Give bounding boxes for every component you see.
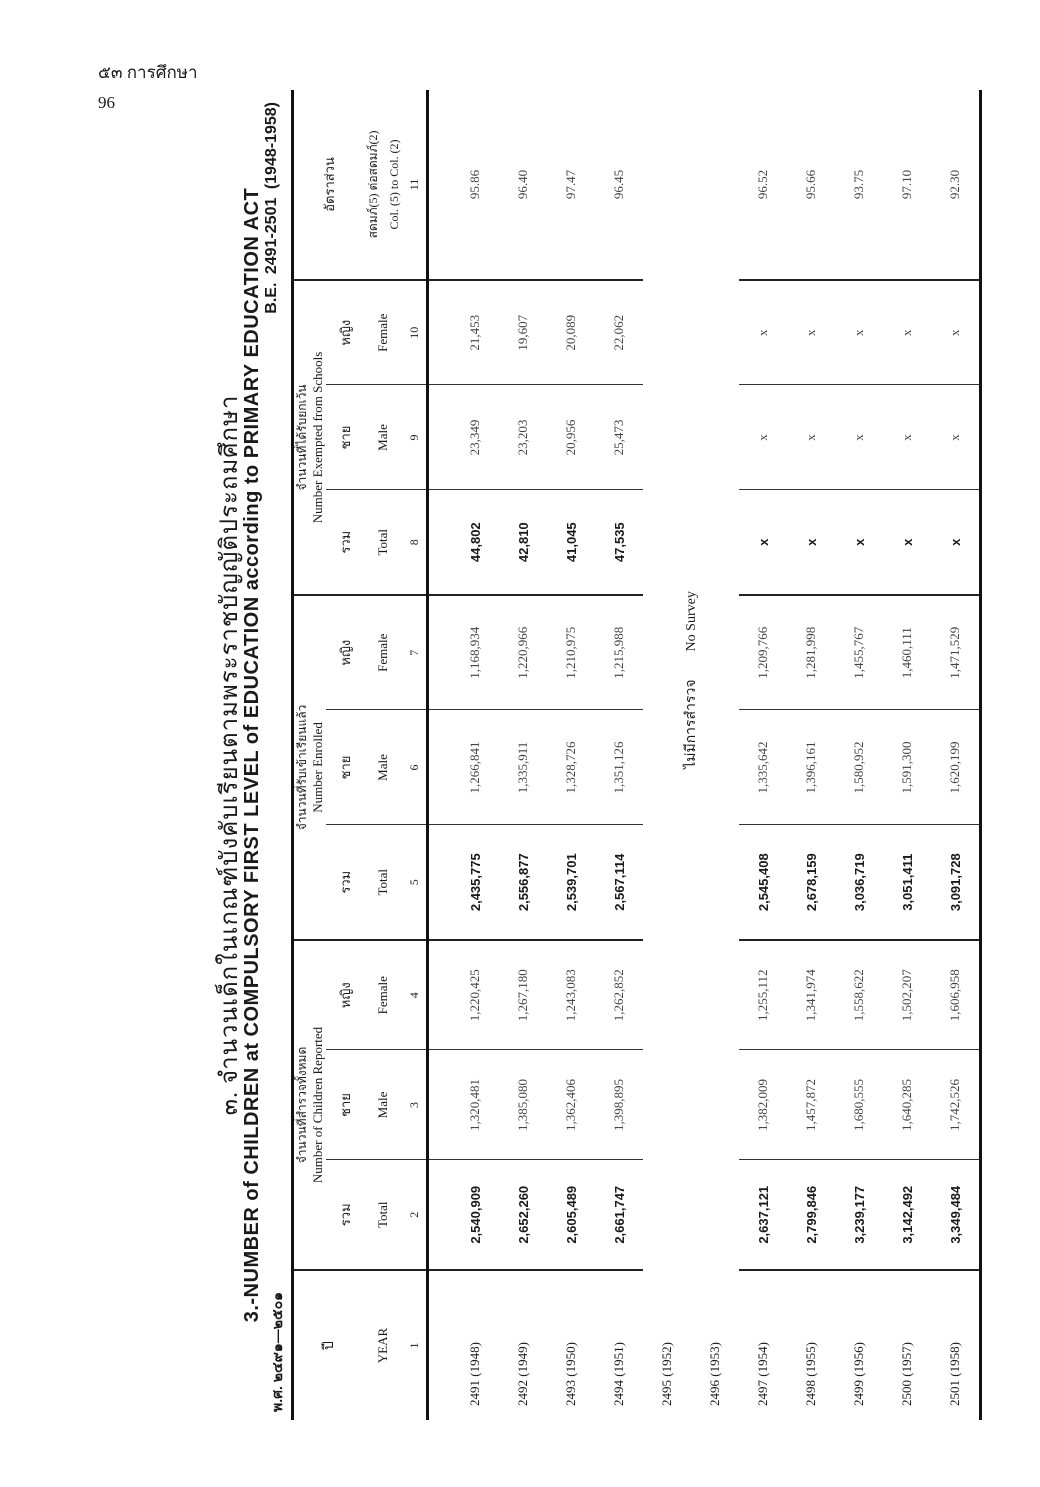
exe-female-cell: x xyxy=(931,280,981,385)
enr-female-cell: 1,210,975 xyxy=(547,595,595,710)
rep-total-cell: 2,661,747 xyxy=(595,1160,643,1270)
rep-female-cell: 1,558,622 xyxy=(835,940,883,1050)
exe-male-en: Male xyxy=(364,385,402,490)
rep-male-th: ชาย xyxy=(326,1050,364,1160)
enr-male-cell: 1,580,952 xyxy=(835,710,883,825)
table-row xyxy=(883,90,931,1420)
period-thai: พ.ศ. ๒๔๙๑—๒๕๐๑ xyxy=(269,1291,285,1412)
exe-total-cell: x xyxy=(931,490,981,595)
year-cell: 2495 (1952) xyxy=(659,1342,674,1406)
year-cell: 2496 (1953) xyxy=(707,1342,722,1406)
year-header-thai: ปี xyxy=(322,1341,337,1350)
ratio-cell: 97.47 xyxy=(547,90,595,280)
enr-female-cell: 1,471,529 xyxy=(931,595,981,710)
ratio-cell: 96.52 xyxy=(739,90,787,280)
col-number: 5 xyxy=(402,825,428,940)
exe-male-cell: 23,349 xyxy=(451,385,499,490)
table-row xyxy=(547,90,595,1420)
spacer-row xyxy=(428,90,452,1420)
exe-total-cell: x xyxy=(883,490,931,595)
year-cell: 2501 (1958) xyxy=(931,1270,981,1420)
year-cell: 2499 (1956) xyxy=(851,1342,866,1406)
col-number: 11 xyxy=(402,90,428,280)
rep-total-en: Total xyxy=(364,1160,402,1270)
title-thai: ๓. จำนวนเด็กในเกณฑ์บังคับเรียนตามพระราชบัญญัติประถมศึกษา xyxy=(217,394,243,1116)
enr-female-cell: 1,455,767 xyxy=(835,595,883,710)
exe-total-cell: x xyxy=(739,490,787,595)
enr-female-cell: 1,220,966 xyxy=(499,595,547,710)
rep-male-cell: 1,382,009 xyxy=(739,1050,787,1160)
enr-male-th: ชาย xyxy=(326,710,364,825)
col-number: 9 xyxy=(402,385,428,490)
enrolled-group-header xyxy=(293,595,327,940)
ratio-subheader-thai: สดมภ์(5) ต่อสดมภ์(2) xyxy=(366,130,380,239)
exe-total-en: Total xyxy=(364,490,402,595)
rep-total-cell: 3,239,177 xyxy=(835,1160,883,1270)
ratio-header xyxy=(293,90,365,280)
reported-header-thai: จำนวนที่สำรวจทั้งหมด xyxy=(295,1046,309,1164)
rep-female-cell: 1,606,958 xyxy=(931,940,981,1050)
exe-total-cell: x xyxy=(787,490,835,595)
year-cell: 2497 (1954) xyxy=(755,1342,770,1406)
table-row xyxy=(835,90,883,1420)
exe-total-th: รวม xyxy=(326,490,364,595)
rep-total-cell: 2,540,909 xyxy=(451,1160,499,1270)
ratio-cell: 95.86 xyxy=(451,90,499,280)
enr-total-cell: 3,051,411 xyxy=(883,825,931,940)
exempted-group-header xyxy=(293,280,327,595)
col-number: 1 xyxy=(402,1270,428,1420)
enrolled-header-thai: จำนวนที่รับเข้าเรียนแล้ว xyxy=(295,704,309,831)
enr-male-cell: 1,591,300 xyxy=(883,710,931,825)
col-number: 8 xyxy=(402,490,428,595)
title-english: 3.-NUMBER of CHILDREN at COMPULSORY FIRST LEVEL of EDUCATION according to PRIMARY EDUCATION ACT xyxy=(241,187,263,1323)
enr-total-cell: 3,036,719 xyxy=(835,825,883,940)
rep-male-cell: 1,320,481 xyxy=(451,1050,499,1160)
enr-female-cell: 1,215,988 xyxy=(595,595,643,710)
rep-male-cell: 1,680,555 xyxy=(835,1050,883,1160)
enr-total-cell: 2,539,701 xyxy=(547,825,595,940)
rep-female-cell: 1,262,852 xyxy=(595,940,643,1050)
exe-female-cell: x xyxy=(787,280,835,385)
ratio-subheader-english: Col. (5) to Col. (2) xyxy=(387,139,401,230)
enr-female-en: Female xyxy=(364,595,402,710)
rep-male-cell: 1,362,406 xyxy=(547,1050,595,1160)
exe-female-cell: 22,062 xyxy=(595,280,643,385)
no-survey-note xyxy=(643,90,739,1270)
col-number: 4 xyxy=(402,940,428,1050)
enr-total-cell: 2,545,408 xyxy=(739,825,787,940)
table-body xyxy=(428,90,981,1420)
enr-total-cell: 2,567,114 xyxy=(595,825,643,940)
ratio-cell: 97.10 xyxy=(883,90,931,280)
exe-total-cell: 47,535 xyxy=(595,490,643,595)
enr-male-cell: 1,335,911 xyxy=(499,710,547,825)
period-english: B.E. 2491-2501 (1948-1958) xyxy=(263,102,280,314)
enr-male-cell: 1,335,642 xyxy=(739,710,787,825)
rep-total-cell: 3,349,484 xyxy=(931,1160,981,1270)
exe-male-cell: 20,956 xyxy=(547,385,595,490)
exe-male-cell: 23,203 xyxy=(499,385,547,490)
reported-header-english: Number of Children Reported xyxy=(310,1026,325,1184)
enr-female-th: หญิง xyxy=(326,595,364,710)
page-number: 96 xyxy=(98,93,115,112)
exempted-header-english: Number Exempted from Schools xyxy=(310,351,325,524)
year-cell: 2500 (1957) xyxy=(899,1342,914,1406)
ratio-cell: 92.30 xyxy=(931,90,981,280)
exe-female-cell: x xyxy=(835,280,883,385)
year-header-english: YEAR xyxy=(375,1327,390,1364)
exe-male-cell: 25,473 xyxy=(595,385,643,490)
enr-male-cell: 1,351,126 xyxy=(595,710,643,825)
enr-male-en: Male xyxy=(364,710,402,825)
enr-female-cell: 1,460,111 xyxy=(883,595,931,710)
table-row xyxy=(739,90,787,1420)
enr-total-cell: 2,678,159 xyxy=(787,825,835,940)
rotated-table-block xyxy=(205,90,963,1420)
enr-total-cell: 2,435,775 xyxy=(451,825,499,940)
ratio-header-thai: อัตราส่วน xyxy=(321,157,337,212)
rep-total-cell: 2,799,846 xyxy=(787,1160,835,1270)
rep-male-cell: 1,398,895 xyxy=(595,1050,643,1160)
exe-female-en: Female xyxy=(364,280,402,385)
exe-female-cell: x xyxy=(739,280,787,385)
no-survey-thai: ไม่มีการสำรวจ xyxy=(684,679,699,769)
ratio-cell: 93.75 xyxy=(835,90,883,280)
rep-female-cell: 1,220,425 xyxy=(451,940,499,1050)
year-cell: 2491 (1948) xyxy=(467,1342,482,1406)
enrolled-header-english: Number Enrolled xyxy=(310,722,325,813)
enr-male-cell: 1,620,199 xyxy=(931,710,981,825)
year-cell: 2493 (1950) xyxy=(563,1342,578,1406)
enr-male-cell: 1,396,161 xyxy=(787,710,835,825)
enr-total-cell: 3,091,728 xyxy=(931,825,981,940)
col-number: 6 xyxy=(402,710,428,825)
rep-total-cell: 2,652,260 xyxy=(499,1160,547,1270)
exe-male-cell: x xyxy=(787,385,835,490)
col-number: 2 xyxy=(402,1160,428,1270)
exempted-header-thai: จำนวนที่ได้รับยกเว้น xyxy=(295,384,309,491)
year-cell: 2498 (1955) xyxy=(803,1342,818,1406)
enr-male-cell: 1,266,841 xyxy=(451,710,499,825)
ratio-cell: 95.66 xyxy=(787,90,835,280)
enr-total-th: รวม xyxy=(326,825,364,940)
rep-female-th: หญิง xyxy=(326,940,364,1050)
table-row xyxy=(595,90,643,1420)
exe-male-cell: x xyxy=(931,385,981,490)
exe-total-cell: x xyxy=(835,490,883,595)
table-row xyxy=(451,90,499,1420)
exe-female-cell: 21,453 xyxy=(451,280,499,385)
year-cell: 2494 (1951) xyxy=(611,1342,626,1406)
enr-female-cell: 1,281,998 xyxy=(787,595,835,710)
exe-total-cell: 41,045 xyxy=(547,490,595,595)
table-row xyxy=(499,90,547,1420)
ratio-cell: 96.45 xyxy=(595,90,643,280)
exe-male-cell: x xyxy=(835,385,883,490)
rep-male-cell: 1,457,872 xyxy=(787,1050,835,1160)
rep-male-cell: 1,640,285 xyxy=(883,1050,931,1160)
col-number: 10 xyxy=(402,280,428,385)
rep-female-cell: 1,267,180 xyxy=(499,940,547,1050)
rep-female-cell: 1,255,112 xyxy=(739,940,787,1050)
enr-female-cell: 1,168,934 xyxy=(451,595,499,710)
table-row xyxy=(787,90,835,1420)
rep-total-th: รวม xyxy=(326,1160,364,1270)
exe-total-cell: 44,802 xyxy=(451,490,499,595)
exe-female-cell: x xyxy=(883,280,931,385)
exe-female-th: หญิง xyxy=(326,280,364,385)
book-label: ๕๓ การศึกษา xyxy=(98,63,198,82)
enr-female-cell: 1,209,766 xyxy=(739,595,787,710)
exe-total-cell: 42,810 xyxy=(499,490,547,595)
year-header xyxy=(293,1270,365,1420)
col-number: 7 xyxy=(402,595,428,710)
reported-group-header xyxy=(293,940,327,1270)
exe-female-cell: 20,089 xyxy=(547,280,595,385)
exe-male-cell: x xyxy=(739,385,787,490)
table-row xyxy=(931,90,981,1420)
rep-female-cell: 1,243,083 xyxy=(547,940,595,1050)
rep-female-cell: 1,341,974 xyxy=(787,940,835,1050)
rep-total-cell: 3,142,492 xyxy=(883,1160,931,1270)
exe-female-cell: 19,607 xyxy=(499,280,547,385)
exe-male-cell: x xyxy=(883,385,931,490)
statistics-table xyxy=(291,90,982,1420)
col-number: 3 xyxy=(402,1050,428,1160)
ratio-cell: 96.40 xyxy=(499,90,547,280)
rep-male-cell: 1,385,080 xyxy=(499,1050,547,1160)
rep-male-cell: 1,742,526 xyxy=(931,1050,981,1160)
year-cell: 2492 (1949) xyxy=(515,1342,530,1406)
no-survey-english: No Survey xyxy=(684,591,699,652)
exe-male-th: ชาย xyxy=(326,385,364,490)
page-header xyxy=(98,62,198,114)
enr-total-cell: 2,556,877 xyxy=(499,825,547,940)
rep-male-en: Male xyxy=(364,1050,402,1160)
table-row xyxy=(643,90,691,1420)
enr-male-cell: 1,328,726 xyxy=(547,710,595,825)
ratio-subheader xyxy=(364,90,402,280)
rep-female-en: Female xyxy=(364,940,402,1050)
rep-total-cell: 2,637,121 xyxy=(739,1160,787,1270)
rep-total-cell: 2,605,489 xyxy=(547,1160,595,1270)
rep-female-cell: 1,502,207 xyxy=(883,940,931,1050)
enr-total-en: Total xyxy=(364,825,402,940)
